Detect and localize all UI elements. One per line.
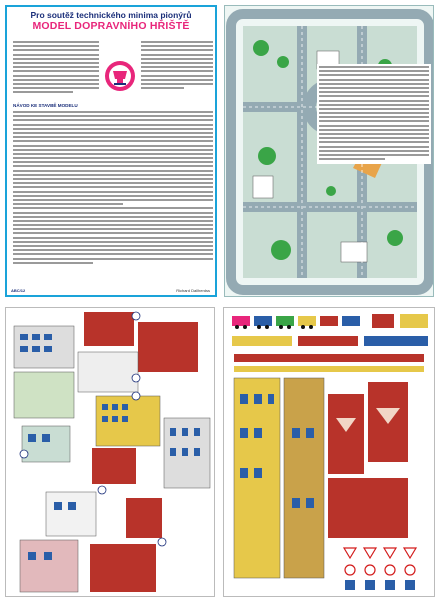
cutout-sheet-buildings-a	[5, 307, 215, 597]
article-kicker: Pro soutěž technického minima pionýrů	[30, 10, 192, 20]
page-number: ABC/12	[11, 288, 26, 293]
layout-plan-page	[224, 5, 434, 297]
intro-column	[13, 41, 99, 95]
instructions-text	[317, 64, 431, 164]
trophy-emblem-icon	[103, 59, 137, 93]
author-name: Richard Dallherdss	[176, 288, 210, 293]
intro-column-right	[141, 41, 213, 91]
tree-icon	[253, 40, 269, 56]
bus-icon	[232, 336, 292, 346]
article-page	[5, 5, 217, 297]
section-heading: NÁVOD KE STAVBĚ MODELU	[13, 103, 78, 108]
body-text	[13, 111, 213, 266]
article-title: MODEL DOPRAVNÍHO HŘIŠTĚ	[32, 20, 190, 32]
cutout-sheet-buildings-b	[223, 307, 435, 597]
